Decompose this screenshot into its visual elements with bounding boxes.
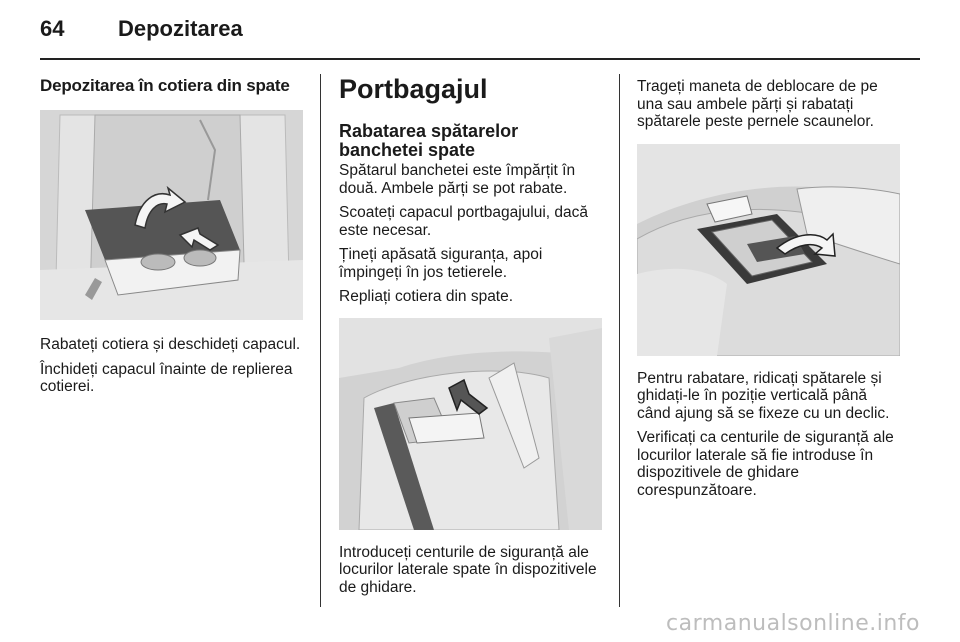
paragraph-2: Scoateți capacul portbagajului, dacă este necesar. bbox=[339, 204, 589, 239]
armrest-illustration bbox=[40, 110, 303, 320]
release-lever-figure bbox=[637, 144, 900, 356]
paragraph-2: Pentru rabatare, ridicați spătarele și ghidați-le în poziție verticală până când ajung să se fixeze cu un declic. bbox=[637, 369, 890, 422]
column-2 bbox=[339, 74, 602, 603]
page-number: 64 bbox=[40, 16, 65, 41]
paragraph-2: Închideți capacul înainte de replierea cotierei. bbox=[40, 360, 293, 395]
subsection-title: Rabatarea spătarelor banchetei spate bbox=[339, 121, 519, 160]
column-divider-2 bbox=[619, 74, 620, 607]
page-title: Depozitarea bbox=[118, 16, 243, 41]
seatbelt-figure bbox=[339, 318, 602, 530]
paragraph-1: Trageți maneta de deblocare de pe una sau ambele părți și rabatați spătarele peste pernele scaunelor. bbox=[637, 78, 878, 130]
seatbelt-guide-illustration bbox=[339, 318, 602, 530]
paragraph-1: Spătarul banchetei este împărțit în două. Ambele părți se pot rabate. bbox=[339, 162, 576, 197]
watermark: carmanualsonline.info bbox=[666, 611, 920, 636]
column-3 bbox=[637, 74, 902, 506]
paragraph-1: Rabateți cotiera și deschideți capacul. bbox=[40, 336, 301, 353]
column-1 bbox=[40, 74, 303, 403]
chapter-title: Portbagajul bbox=[339, 74, 488, 104]
column-divider-1 bbox=[320, 74, 321, 607]
release-lever-illustration bbox=[637, 144, 900, 356]
page-header bbox=[40, 16, 920, 46]
header-rule bbox=[40, 58, 920, 60]
section-title: Depozitarea în cotiera din spate bbox=[40, 76, 290, 95]
paragraph-4: Repliați cotiera din spate. bbox=[339, 288, 514, 305]
paragraph-after-figure: Introduceți centurile de siguranță ale locurilor laterale spate în dispozitivele de ghidare. bbox=[339, 543, 597, 596]
paragraph-3: Verificați ca centurile de siguranță ale locurilor laterale să fie introduse în dispozitivele de ghidare corespunzătoare. bbox=[637, 429, 894, 499]
armrest-figure bbox=[40, 110, 303, 320]
paragraph-3: Țineți apăsată siguranța, apoi împingeți în jos tetierele. bbox=[339, 246, 543, 281]
